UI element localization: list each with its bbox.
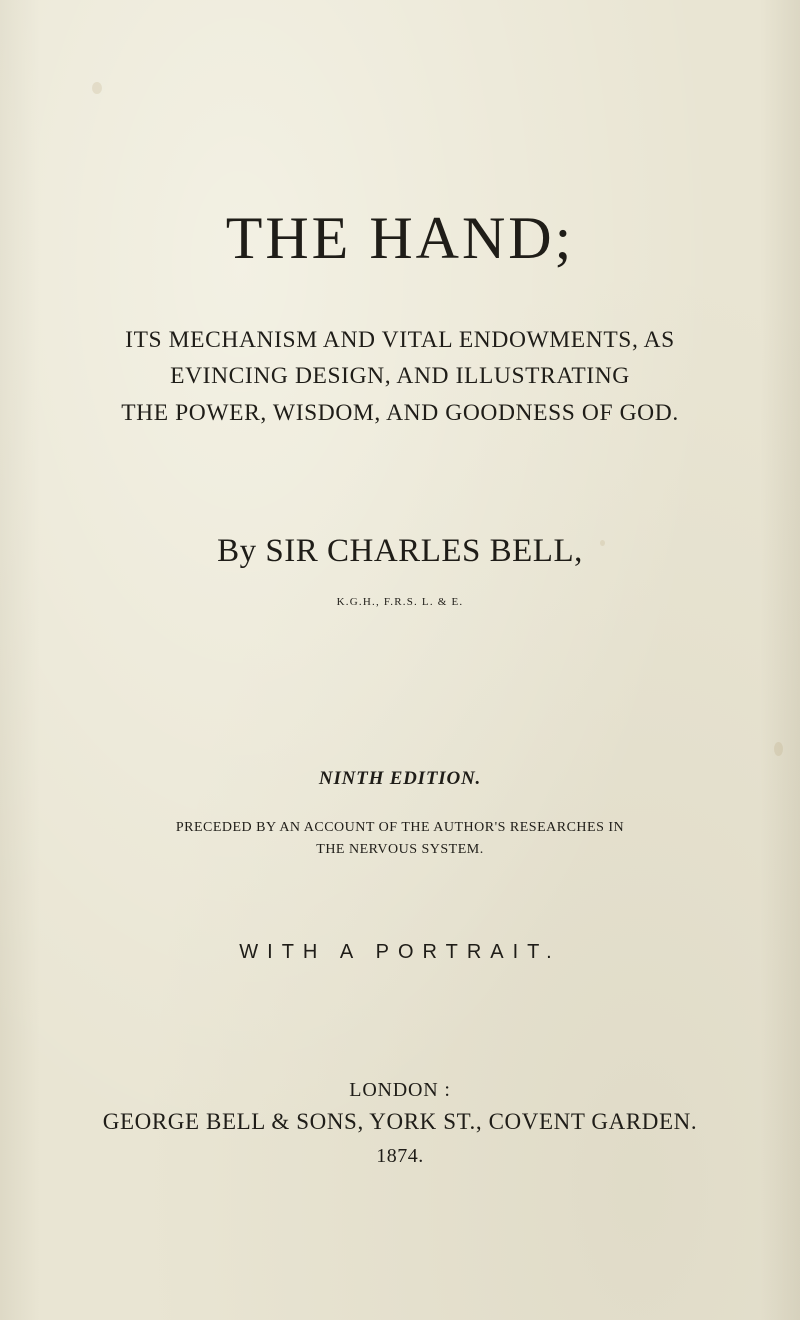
author-line [0,533,800,570]
portrait-note: WITH A PORTRAIT. [239,941,561,963]
subtitle-line-3: THE POWER, WISDOM, AND GOODNESS OF GOD. [121,400,679,426]
subtitle-line-2: EVINCING DESIGN, AND ILLUSTRATING [170,363,630,389]
imprint-year: 1874. [376,1145,424,1167]
edition-statement: NINTH EDITION. [318,768,482,789]
imprint-city: LONDON : [349,1079,451,1101]
preceded-line-2: THE NERVOUS SYSTEM. [316,842,484,857]
imprint-publisher: GEORGE BELL & SONS, YORK ST., COVENT GARDEN. [102,1109,698,1134]
author-name: SIR CHARLES BELL, [265,533,583,569]
author-honours: K.G.H., F.R.S. L. & E. [336,596,464,608]
paper-stain [774,742,783,756]
book-title: THE HAND; [225,205,575,271]
paper-stain [92,82,102,94]
subtitle-line-1: ITS MECHANISM AND VITAL ENDOWMENTS, AS [125,327,675,353]
preceded-line-1: PRECEDED BY AN ACCOUNT OF THE AUTHOR'S RESEARCHES IN [175,820,625,835]
author-prefix: By [217,533,257,569]
